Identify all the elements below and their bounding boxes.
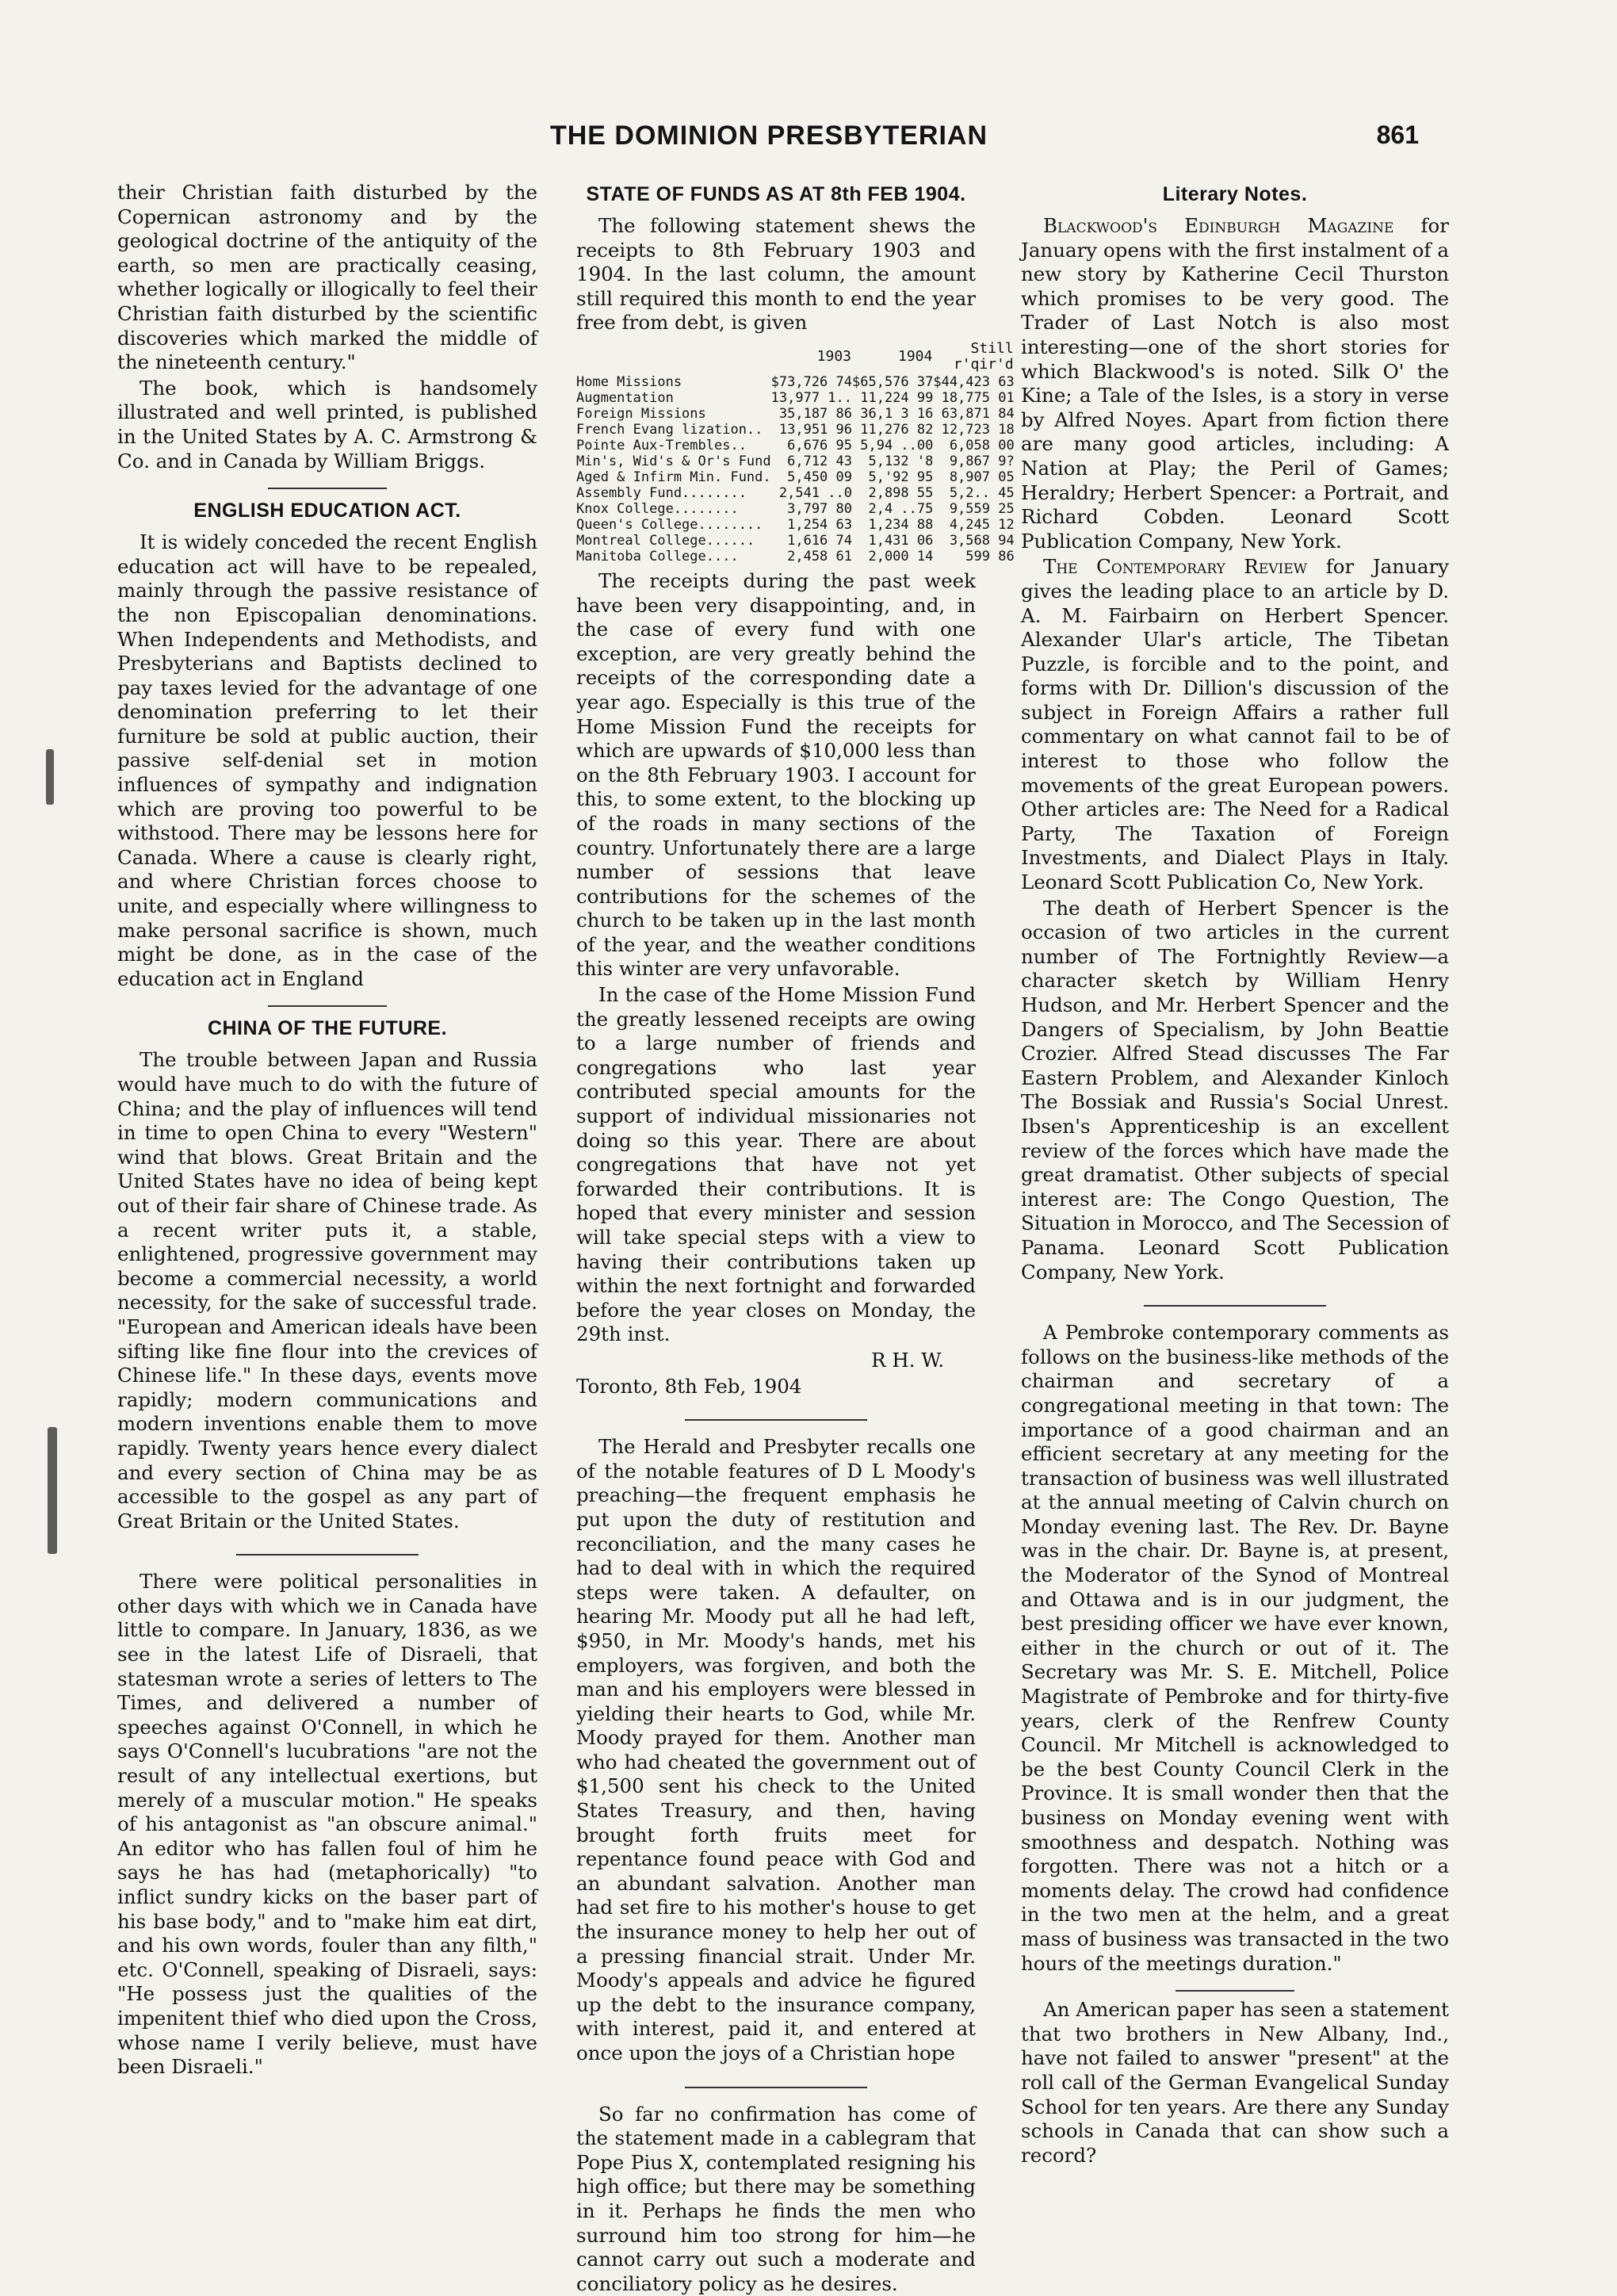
funds-initials: R H. W.: [871, 1348, 944, 1372]
fund-still: 9,867 9?: [949, 453, 1015, 469]
disraeli-book-review-end: their Christian faith disturbed by the Copernican astronomy and by the geological doctrine of the antiquity of the earth, so men are practically ceasing, whether logically or illogically to feel their Christian faith disturbed by the scientific discoveries which marked the middle of the nineteenth century.": [117, 181, 538, 374]
section-divider: [1175, 1990, 1294, 1992]
fund-name: Knox College........: [576, 500, 739, 517]
book-publisher-note: The book, which is handsomely illustrated and well printed, is published in the United States by A. C. Armstrong & Co. and in Canada by William Briggs.: [117, 376, 537, 473]
fund-1903: 3,797 80: [787, 500, 852, 517]
fund-still: 3,568 94: [949, 532, 1015, 549]
section-divider: [236, 1554, 419, 1556]
section-divider: [1144, 1305, 1326, 1307]
fund-1903: 2,541 ..0: [778, 484, 852, 501]
funds-row: [576, 406, 1015, 422]
pope-body: So far no confirmation has come of the statement made in a cablegram that Pope Pius X, contemplated resigning his high office; but there may be something in it. Perhaps he finds the men who surround him too strong for him—he cannot carry out such a moderate and conciliatory policy as he desires.: [576, 2102, 976, 2295]
fund-still: 9,559 25: [949, 500, 1015, 517]
fund-1904: 2,4 ..75: [868, 500, 934, 517]
literary-notes-heading: Literary Notes.: [1162, 183, 1308, 205]
fund-name: Pointe Aux-Trembles..: [576, 437, 747, 453]
fund-1903: 1,254 63: [787, 516, 852, 533]
fund-1904: 5,132 '8: [868, 453, 934, 469]
funds-col-1903: 1903: [816, 347, 851, 365]
fund-1904: 36,1 3 16: [860, 405, 934, 422]
funds-row: [576, 374, 1015, 390]
fund-still: 8,907 05: [949, 469, 1015, 485]
section-divider: [685, 2087, 867, 2088]
section-divider: [685, 1419, 867, 1421]
funds-col-still: Still r'qir'd: [953, 339, 1014, 373]
fund-1904: $65,576 37: [852, 373, 934, 390]
section-divider: [268, 1005, 387, 1007]
column-middle: [576, 181, 1015, 2295]
english-education-heading: ENGLISH EDUCATION ACT.: [193, 499, 461, 522]
page-number: 861: [1376, 121, 1419, 149]
fund-still: 63,871 84: [941, 405, 1015, 422]
fund-still: 18,775 01: [941, 389, 1015, 406]
column-right: [1021, 181, 1449, 2226]
pembroke-body: A Pembroke contemporary comments as follows on the business-like methods of the chairman and secretary of a congregational meeting in that town: The importance of a good chairman and an efficient secretary at any meeting for the transaction of business was well illustrated at the annual meeting of Calvin church on Monday evening last. The Rev. Dr. Bayne was in the chair. Dr. Bayne is, at present, the Moderator of the Synod of Montreal and Ottawa and is in our judgment, the best presiding officer we have ever known, either in the church or out of it. The Secretary was Mr. S. E. Mitchell, Police Magistrate of Pembroke and for thirty-five years, clerk of the Renfrew County Council. Mr Mitchell is acknowledged to be the best County Council Clerk in the Province. It is small wonder then that the business on Monday evening went with smoothness and despatch. Nothing was forgotten. There was not a hitch or a moments delay. The crowd had confidence in the two men at the helm, and a great mass of business was transacted in the two hours of the meetings duration.": [1021, 1321, 1449, 1975]
fund-1903: 6,676 95: [787, 437, 852, 453]
fund-1903: 6,712 43: [787, 453, 852, 469]
china-body: The trouble between Japan and Russia would have much to do with the future of China; and the play of influences will tend in time to open China to every "Western" wind that blows. Great Britain and the United States have no idea of being kept out of their fair share of Chinese trade. As a recent writer puts it, a stable, enlightened, progressive government may become a commercial necessity, a world necessity, for the sake of successful trade. "European and American ideals have been sifting like fine flour into the crevices of Chinese life." In these days, events move rapidly; modern communications and modern inventions enable them to move rapidly. Twenty years hence every dialect and every section of China may be as accessible to the gospel as any part of Great Britain or the United States.: [117, 1048, 537, 1533]
english-education-body: It is widely conceded the recent English education act will have to be repealed, mainly through the passive resistance of the non Episcopalian denominations. When Independents and Methodists, and Presbyterians and Baptists declined to pay taxes levied for the advantage of one denomination preferring to let their furniture be sold at public auction, their passive self-denial set in motion influences of sympathy and indignation which are proving too powerful to be withstood. There may be lessons here for Canada. Where a cause is clearly right, and where Christian forces choose to unite, and especially where willingness to make personal sacrifice is shown, much might be done, as in the case of the education act in England: [117, 530, 537, 990]
funds-place-date: Toronto, 8th Feb, 1904: [576, 1374, 802, 1398]
fund-still: 5,2.. 45: [949, 484, 1015, 501]
blackwoods-paragraph: [1021, 214, 1449, 553]
page-header: [119, 121, 1419, 168]
fund-1904: 5,'92 95: [868, 469, 934, 485]
fund-name: Queen's College........: [576, 516, 763, 533]
funds-col-name: [576, 340, 771, 374]
fund-name: Home Missions: [576, 373, 682, 390]
funds-row: [576, 517, 1015, 533]
blackwoods-title: Blackwood's Edinburgh Magazine: [1043, 214, 1394, 237]
funds-table: [576, 340, 1015, 564]
blackwoods-body: for January opens with the first instalment of a new story by Katherine Cecil Thurston which promises to be very good. The Trader of Last Notch is also most interesting—one of the short stories for which Blackwood's is noted. Silk O' the Kine; a Tale of the Isles, is a story in verse by Alfred Noyes. Apart from fiction there are many good articles, including: A Nation at Play; the Peril of Games; Heraldry; Herbert Spencer: a Portrait, and Richard Cobden. Leonard Scott Publication Company, New York.: [1021, 214, 1449, 553]
funds-row: [576, 469, 1015, 485]
fund-1904: 2,898 55: [868, 484, 934, 501]
fund-1903: 1,616 74: [787, 532, 852, 549]
funds-row: [576, 533, 1015, 549]
funds-intro: The following statement shews the receipts to 8th February 1903 and 1904. In the last column, the amount still required this month to end the year free from debt, is given: [576, 214, 976, 335]
funds-row: [576, 549, 1015, 564]
fund-still: 599 86: [965, 548, 1015, 564]
funds-table-body: [576, 374, 1015, 564]
moody-body: The Herald and Presbyter recalls one of the notable features of D L Moody's preaching—the frequent emphasis he put upon the duty of restitution and reconciliation, and the many cases he had to deal with in which the required steps were taken. A defaulter, on hearing Mr. Moody put all he had left, $950, in Mr. Moody's hands, met his employers, was forgiven, and both the man and his employers were blessed in yielding their hearts to God, while Mr. Moody prayed for them. Another man who had cheated the government out of $1,500 sent his check to the United States Treasury, and then, having brought forth fruits meet for repentance found peace with God and an abundant salvation. Another man had set fire to his mother's house to get the insurance money to help her out of a pressing financial strait. Under Mr. Moody's appeals and advice he figured up the debt to the insurance company, with interest, paid it, and entered at once upon the joys of a Christian hope: [576, 1435, 976, 2064]
fund-1904: 1,234 88: [868, 516, 934, 533]
funds-row: [576, 390, 1015, 406]
fund-still: $44,423 63: [933, 373, 1015, 390]
funds-body-1: The receipts during the past week have been very disappointing, and, in the case of every fund with one exception, are very greatly behind the receipts of the corresponding date a year ago. Especially is this true of the Home Mission Fund the receipts for which are upwards of $10,000 less than on the 8th February 1903. I account for this, to some extent, to the blocking up of the roads in many sections of the country. Unfortunately there are a large number of sessions that leave contributions for the schemes of the church to be taken up in the last month of the year, and the weather conditions this winter are very unfavorable.: [576, 568, 976, 981]
fund-name: Manitoba College....: [576, 548, 739, 564]
contemporary-title: The Contemporary Review: [1043, 555, 1308, 579]
fund-1903: 13,951 96: [778, 421, 852, 438]
fund-1903: 13,977 1..: [770, 389, 852, 406]
funds-heading: STATE OF FUNDS AS AT 8th FEB 1904.: [586, 183, 966, 205]
running-title: THE DOMINION PRESBYTERIAN: [549, 121, 988, 151]
fund-name: Assembly Fund........: [576, 484, 747, 501]
fund-name: Montreal College......: [576, 532, 755, 549]
fund-still: 12,723 18: [941, 421, 1015, 438]
fund-still: 6,058 00: [949, 437, 1015, 453]
fund-1903: $73,726 74: [770, 373, 852, 390]
fund-1903: 5,450 09: [787, 469, 852, 485]
fund-name: Foreign Missions: [576, 405, 706, 422]
fund-1904: 1,431 06: [868, 532, 934, 549]
fund-1903: 2,458 61: [787, 548, 852, 564]
funds-row: [576, 438, 1015, 453]
column-left: [117, 181, 537, 2226]
funds-row: [576, 501, 1015, 517]
contemporary-paragraph: [1021, 555, 1449, 894]
fund-name: Min's, Wid's & Or's Fund: [576, 453, 771, 469]
disraeli-body: There were political personalities in other days with which we in Canada have little to compare. In January, 1836, as we see in the latest Life of Disraeli, that statesman wrote a series of letters to The Times, and delivered a number of speeches against O'Connell, in which he says O'Connell's lucubrations "are not the result of any intellectual exertions, but merely of a muscular motion." He speaks of his antagonist as "an obscure animal." An editor who has fallen foul of him he says he has had (metaphorically) "to inflict sundry kicks on the baser part of his base body," and to "make him eat dirt, and his own words, fouler than any filth," etc. O'Connell, speaking of Disraeli, says: "He possess just the qualities of the impenitent thief who died upon the Cross, whose name I verily believe, must have been Disraeli.": [117, 1570, 537, 2079]
fortnightly-body: The death of Herbert Spencer is the occasion of two articles in the current number of The Fortnightly Review—a character sketch by William Henry Hudson, and Mr. Herbert Spencer and the Dangers of Specialism, by John Beattie Crozier. Alfred Stead discusses The Far Eastern Problem, and Alexander Kinloch The Bossiak and Russia's Social Unrest. Ibsen's Apprenticeship is an excellent review of the forces which have made the great dramatist. Other subjects of special interest are: The Congo Question, The Situation in Morocco, and The Secession of Panama. Leonard Scott Publication Company, New York.: [1021, 896, 1449, 1284]
fund-name: Augmentation: [576, 389, 674, 406]
fund-name: Aged & Infirm Min. Fund.: [576, 469, 771, 485]
funds-row: [576, 485, 1015, 501]
fund-name: French Evang lization..: [576, 421, 763, 438]
funds-col-1904: 1904: [898, 347, 933, 365]
binding-clip-top: [46, 749, 54, 805]
china-heading: CHINA OF THE FUTURE.: [207, 1017, 448, 1040]
sunday-school-body: An American paper has seen a statement that two brothers in New Albany, Ind., have not failed to answer "present" at the roll call of the German Evangelical Sunday School for ten years. Are there any Sunday schools in Canada that can show such a record?: [1021, 1998, 1449, 2167]
fund-1903: 35,187 86: [778, 405, 852, 422]
fund-1904: 11,224 99: [860, 389, 934, 406]
fund-still: 4,245 12: [949, 516, 1015, 533]
fund-1904: 2,000 14: [868, 548, 934, 564]
section-divider: [268, 488, 387, 489]
binding-clip-bottom: [48, 1427, 57, 1554]
funds-body-2: In the case of the Home Mission Fund the greatly lessened receipts are owing to a large number of friends and congregations who last year contributed special amounts for the support of individual missionaries not doing so this year. There are about congregations that have not yet forwarded their contributions. It is hoped that every minister and session will take special steps with a view to having their contributions taken up within the next fortnight and forwarded before the year closes on Monday, the 29th inst.: [576, 983, 976, 1346]
fund-1904: 5,94 ..00: [860, 437, 934, 453]
contemporary-body: for January gives the leading place to an article by D. A. M. Fairbairn on Herbert Spencer. Alexander Ular's article, The Tibetan Puzzle, is forcible and to the point, and forms with Dr. Dillion's discussion of the subject in Foreign Affairs a rather full commentary on what cannot fail to be of interest to those who follow the movements of the great European powers. Other articles are: The Need for a Radical Party, The Taxation of Foreign Investments, and Dialect Plays in Italy. Leonard Scott Publication Co, New York.: [1021, 555, 1449, 894]
funds-row: [576, 453, 1015, 469]
funds-row: [576, 422, 1015, 438]
fund-1904: 11,276 82: [860, 421, 934, 438]
